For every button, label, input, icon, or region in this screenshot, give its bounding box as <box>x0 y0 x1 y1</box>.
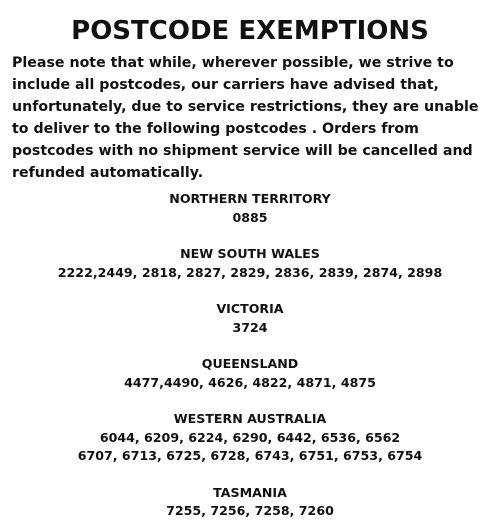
postcode-list: 0885 <box>232 209 268 225</box>
region-northern-territory <box>0 190 500 227</box>
region-heading: QUEENSLAND <box>201 356 299 371</box>
postcode-list: 2222,2449, 2818, 2827, 2829, 2836, 2839, 2874, 2898 <box>57 264 443 280</box>
region-tasmania <box>0 484 500 521</box>
region-heading: WESTERN AUSTRALIA <box>173 411 327 426</box>
postcode-list: 4477,4490, 4626, 4822, 4871, 4875 <box>124 374 376 390</box>
region-heading: NEW SOUTH WALES <box>180 246 320 261</box>
intro-paragraph: Please note that while, wherever possible, we strive to include all postcodes, our carriers have advised that, unfortunately, due to service restrictions, they are unable to deliver to the following postcodes . Orders from postcodes with no shipment service will be cancelled and refunded automatically. <box>12 55 479 181</box>
region-new-south-wales <box>0 245 500 282</box>
region-heading: TASMANIA <box>213 484 287 500</box>
region-heading: VICTORIA <box>216 301 284 316</box>
region-heading: NORTHERN TERRITORY <box>169 191 331 206</box>
region-western-australia <box>0 410 500 466</box>
postcode-list: 6044, 6209, 6224, 6290, 6442, 6536, 6562 <box>99 429 401 445</box>
region-list <box>0 190 500 521</box>
postcode-list: 3724 <box>232 319 268 335</box>
region-queensland <box>0 355 500 392</box>
page-title: POSTCODE EXEMPTIONS <box>71 16 429 46</box>
postcode-list: 7255, 7256, 7258, 7260 <box>166 503 334 518</box>
postcode-list: 6707, 6713, 6725, 6728, 6743, 6751, 6753, 6754 <box>77 448 423 463</box>
region-victoria <box>0 300 500 337</box>
